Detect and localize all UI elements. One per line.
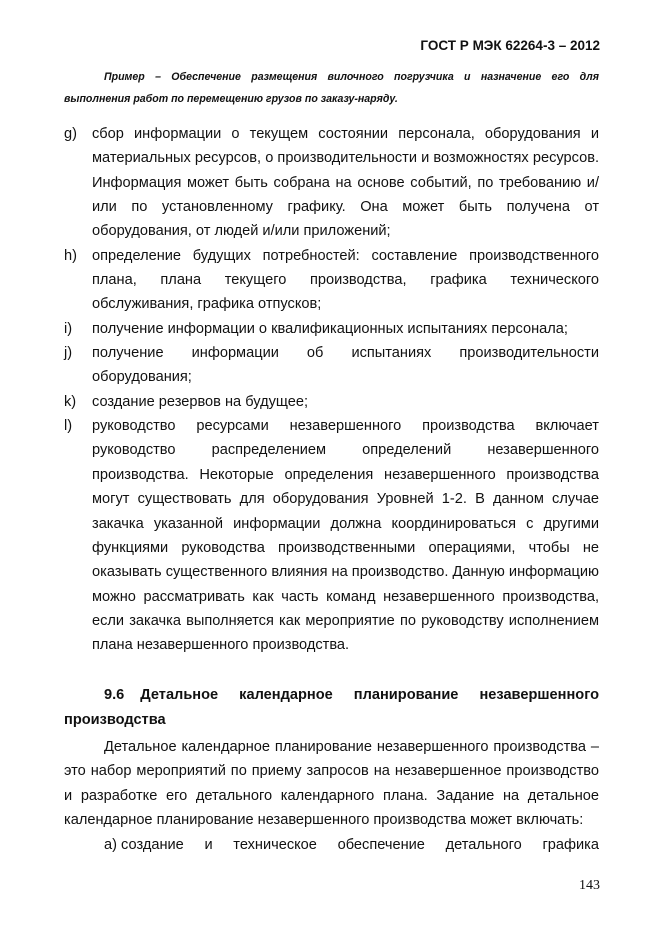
list-item-text: сбор информации о текущем состоянии персонала, оборудования и материальных ресурсов, о производительности и возможностях ресурсов. Информация может быть собрана на основе событий, по требованию и/или по установленному графику. Она может быть получена от оборудования, от людей и/или приложений;: [92, 126, 599, 240]
list-marker: h): [64, 247, 77, 264]
sub-list-item: [104, 833, 599, 857]
sub-list-word: детального: [445, 837, 522, 853]
sub-list-word: техническое: [233, 837, 317, 853]
list-marker: g): [64, 126, 77, 142]
list-item-text: получение информации о квалификационных испытаниях персонала;: [92, 320, 568, 337]
sub-list-word: обеспечение: [337, 837, 425, 853]
list-item: [64, 317, 599, 341]
section-heading: [64, 683, 599, 733]
sub-list-word: графика: [542, 837, 599, 853]
list-marker: i): [64, 320, 73, 337]
document-header: ГОСТ Р МЭК 62264-3 – 2012: [420, 38, 600, 53]
sub-list-word: и: [204, 837, 213, 853]
list-marker: k): [64, 393, 77, 410]
list-item-text: создание резервов на будущее;: [92, 393, 309, 410]
body-paragraph: Детальное календарное планирование незавершенного производства – это набор мероприятий по приему запросов на незавершенное производство и разработке его детального календарного плана. Задание на детальное календарное планирование незавершенного производства может включать:: [64, 739, 599, 829]
section-number: 9.6: [104, 687, 125, 703]
enumerated-list: [64, 122, 599, 658]
list-marker: j): [64, 345, 73, 362]
example-note: Пример – Обеспечение размещения вилочного погрузчика и назначение его для выполнения работ по перемещению грузов по заказу-наряду.: [64, 71, 599, 105]
list-item-text: определение будущих потребностей: составление производственного плана, плана текущего производства, графика технического обслуживания, графика отпусков;: [92, 247, 599, 313]
list-item: [64, 244, 599, 317]
list-item-text: руководство ресурсами незавершенного производства включает руководство распределением определений незавершенного производства. Некоторые определения незавершенного производства могут существовать для оборудования Уровней 1-2. В данном случае закачка указанной информации должна координироваться с другими функциями руководства производственными операциями, чтобы не оказывать существенного влияния на производство. Данную информацию можно рассматривать как часть команд незавершенного производства, если закачка выполняется как мероприятие по руководству исполнением плана незавершенного производства.: [92, 418, 599, 654]
sub-list-marker: а) создание: [104, 837, 184, 853]
page-number: 143: [579, 878, 600, 893]
list-item: [64, 122, 599, 244]
list-marker: l): [64, 418, 73, 435]
list-item: [64, 390, 599, 414]
section-title: Детальное календарное планирование незавершенного производства: [64, 687, 599, 728]
list-item: [64, 341, 599, 390]
list-item: [64, 414, 599, 657]
list-item-text: получение информации об испытаниях производительности оборудования;: [92, 345, 599, 386]
